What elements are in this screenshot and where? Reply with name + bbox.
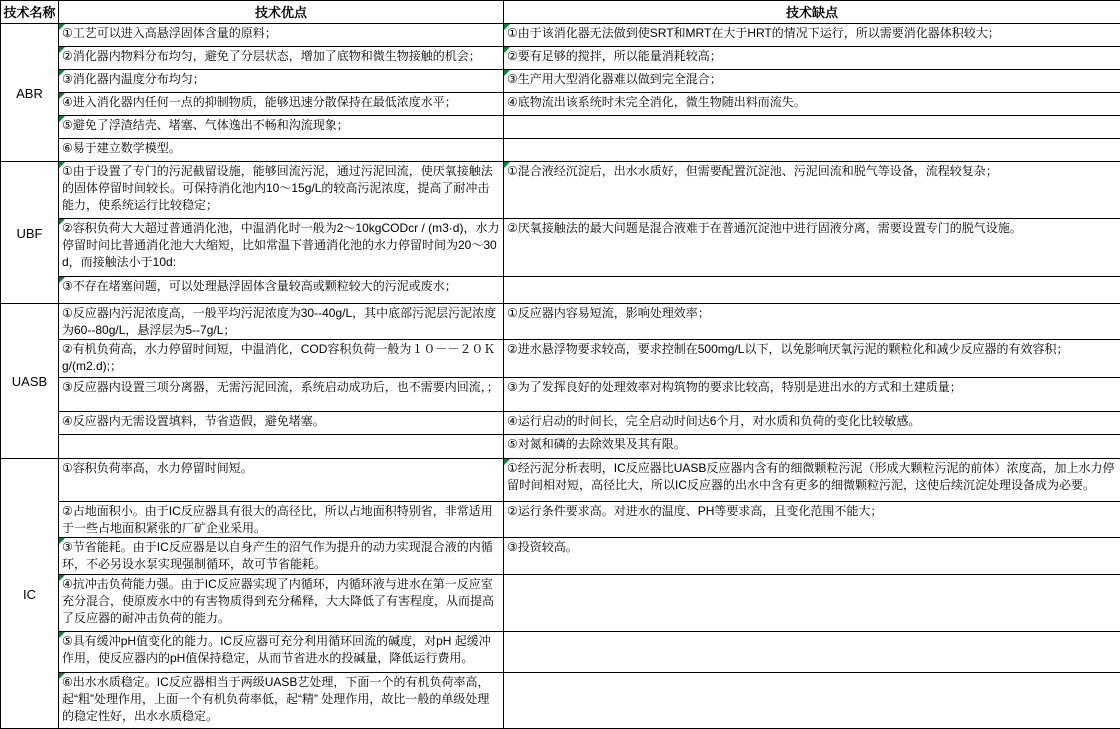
cell-text: ①混合液经沉淀后，出水水质好，但需要配置沉淀池、污泥回流和脱气等设备，流程较复杂； xyxy=(507,164,998,178)
table-row xyxy=(1,378,1120,412)
cell-text: ②运行条件要求高。对进水的温度、PH等要求高，且变化范围不能大； xyxy=(507,504,882,518)
comment-marker-icon xyxy=(504,459,510,465)
table-row xyxy=(1,139,1120,162)
table-row xyxy=(1,70,1120,93)
disadvantage-cell[interactable] xyxy=(504,47,1120,70)
disadvantage-cell[interactable] xyxy=(504,24,1120,47)
table-row xyxy=(1,435,1120,459)
advantage-cell[interactable] xyxy=(59,538,504,575)
advantage-cell[interactable] xyxy=(59,435,504,459)
table-row xyxy=(1,412,1120,435)
advantage-cell[interactable] xyxy=(59,219,504,277)
comment-marker-icon xyxy=(504,70,510,76)
cell-text: ④运行启动的时间长，完全启动时间达6个月，对水质和负荷的变化比较敏感。 xyxy=(507,414,920,428)
comment-marker-icon xyxy=(59,70,65,76)
cell-text: ①由于设置了专门的污泥截留设施，能够回流污泥，通过污泥回流，使厌氧接触法的固体停留时间较长。可保持消化池内10～15g/L的较高污泥浓度，提高了耐冲击能力，使系统运行比较稳定； xyxy=(62,164,493,212)
disadvantage-cell[interactable] xyxy=(504,277,1120,304)
disadvantage-cell[interactable] xyxy=(504,502,1120,538)
comment-marker-icon xyxy=(59,47,65,53)
cell-text: ②有机负荷高，水力停留时间短，中温消化，COD容积负荷一般为１０－－２０Ｋg/(m2.d);； xyxy=(62,342,495,373)
disadvantage-cell[interactable] xyxy=(504,219,1120,277)
advantage-cell[interactable] xyxy=(59,459,504,502)
header-advantages: 技术优点 xyxy=(59,1,504,24)
cell-text: ⑤具有缓冲pH值变化的能力。IC反应器可充分利用循环回流的碱度，对pH 起缓冲作用，使反应器内的pH值保持稳定，从而节省进水的投碱量，降低运行费用。 xyxy=(62,634,491,665)
cell-text: ②消化器内物料分布均匀，避免了分层状态，增加了底物和微生物接触的机会； xyxy=(62,49,481,63)
cell-text: ⑥出水水质稳定。IC反应器相当于两级UASB艺处理，下面一个的有机负荷率高，起“粗”处理作用，上面一个有机负荷率低，起“精” 处理作用，故比一般的单级处理的稳定性好，出水水质稳定。 xyxy=(62,675,489,723)
disadvantage-cell[interactable] xyxy=(504,304,1120,340)
cell-text: ①经污泥分析表明，IC反应器比UASB反应器内含有的细微颗粒污泥（形成大颗粒污泥的前体）浓度高，加上水力停留时间相对短，高径比大，所以IC反应器的出水中含有更多的细微颗粒污泥，这使后续沉淀处理设备成为必要。 xyxy=(507,461,1114,492)
table-row xyxy=(1,24,1120,47)
disadvantage-cell[interactable] xyxy=(504,435,1120,459)
cell-text: ③节省能耗。由于IC反应器是以自身产生的沼气作为提升的动力实现混合液的内循环，不必另设水泵实现强制循环，故可节省能耗。 xyxy=(62,540,493,571)
comment-marker-icon xyxy=(504,162,510,168)
disadvantage-cell[interactable] xyxy=(504,459,1120,502)
table-row xyxy=(1,673,1120,729)
cell-text: ①工艺可以进入高悬浮固体含量的原料； xyxy=(62,26,277,40)
advantage-cell[interactable] xyxy=(59,673,504,729)
advantage-cell[interactable] xyxy=(59,139,504,162)
tech-name-cell-abr[interactable]: ABR xyxy=(1,24,59,162)
advantage-cell[interactable] xyxy=(59,47,504,70)
comment-marker-icon xyxy=(59,632,65,638)
comment-marker-icon xyxy=(59,162,65,168)
advantage-cell[interactable] xyxy=(59,24,504,47)
cell-text: ③生产用大型消化器难以做到完全混合； xyxy=(507,72,722,86)
cell-text: ④抗冲击负荷能力强。由于IC反应器实现了内循环，内循环液与进水在第一反应室充分混合，使原废水中的有害物质得到充分稀释，大大降低了有害程度，从而提高了反应器的耐冲击负荷的能力。 xyxy=(62,577,494,625)
tech-name-cell-ubf[interactable]: UBF xyxy=(1,162,59,304)
cell-text: ①反应器内容易短流，影响处理效率； xyxy=(507,306,710,320)
table-row xyxy=(1,277,1120,304)
disadvantage-cell[interactable] xyxy=(504,575,1120,632)
table-row xyxy=(1,304,1120,340)
comment-marker-icon xyxy=(59,116,65,122)
advantage-cell[interactable] xyxy=(59,162,504,219)
disadvantage-cell[interactable] xyxy=(504,632,1120,673)
cell-text: ⑤对氮和磷的去除效果及其有限。 xyxy=(507,437,686,451)
cell-text: ③不存在堵塞问题，可以处理悬浮固体含量较高或颗粒较大的污泥或废水； xyxy=(62,279,457,293)
cell-text: ④反应器内无需设置填料，节省造假，避免堵塞。 xyxy=(62,414,325,428)
advantage-cell[interactable] xyxy=(59,70,504,93)
cell-text: ②容积负荷大大超过普通消化池，中温消化时一般为2～10kgCODcr / (m3·d)，水力停留时问比普通消化池大大缩短，比如常温下普通消化池的水力停留时间为20～30d，而接触法小于10d: xyxy=(62,221,499,269)
disadvantage-cell[interactable] xyxy=(504,70,1120,93)
table-row xyxy=(1,575,1120,632)
comment-marker-icon xyxy=(59,673,65,679)
cell-text: ①容积负荷率高，水力停留时间短。 xyxy=(62,461,253,475)
table-row xyxy=(1,162,1120,219)
cell-text: ④进入消化器内任何一点的抑制物质，能够迅速分散保持在最低浓度水平； xyxy=(62,95,457,109)
cell-text: ③反应器内设置三项分离器，无需污泥回流，系统启动成功后，也不需要内回流，； xyxy=(62,380,499,394)
table-row xyxy=(1,340,1120,378)
comment-marker-icon xyxy=(59,575,65,581)
disadvantage-cell[interactable] xyxy=(504,93,1120,116)
disadvantage-cell[interactable] xyxy=(504,340,1120,378)
disadvantage-cell[interactable] xyxy=(504,673,1120,729)
table-row xyxy=(1,219,1120,277)
advantage-cell[interactable] xyxy=(59,277,504,304)
cell-text: ②厌氧接触法的最大问题是混合液难于在普通沉淀池中进行固液分离，需要设置专门的脱气设施。 xyxy=(507,221,1022,235)
table-row xyxy=(1,632,1120,673)
disadvantage-cell[interactable] xyxy=(504,116,1120,139)
header-disadvantages: 技术缺点 xyxy=(504,1,1120,24)
cell-text: ③为了发挥良好的处理效率对构筑物的要求比较高，特别是进出水的方式和土建质量； xyxy=(507,380,962,394)
cell-text: ③消化器内温度分布均匀； xyxy=(62,72,205,86)
comment-marker-icon xyxy=(59,219,65,225)
cell-text: ⑥易于建立数学模型。 xyxy=(62,141,181,155)
comment-marker-icon xyxy=(504,24,510,30)
cell-text: ①由于该消化器无法做到使SRT和MRT在大于HRT的情况下运行，所以需要消化器体积较大； xyxy=(507,26,1000,40)
table-row xyxy=(1,502,1120,538)
comment-marker-icon xyxy=(504,47,510,53)
comment-marker-icon xyxy=(59,24,65,30)
advantage-cell[interactable] xyxy=(59,378,504,412)
cell-text: ③投资较高。 xyxy=(507,540,578,554)
cell-text: ②占地面积小。由于IC反应器具有很大的高径比，所以占地面积特别省，非常适用于一些占地面积紧张的厂矿企业采用。 xyxy=(62,504,493,535)
advantage-cell[interactable] xyxy=(59,93,504,116)
table-row xyxy=(1,459,1120,502)
cell-text: ②进水悬浮物要求较高，要求控制在500mg/L以下，以免影响厌氧污泥的颗粒化和减少反应器的有效容积； xyxy=(507,342,1068,356)
table-row xyxy=(1,116,1120,139)
advantage-cell[interactable] xyxy=(59,632,504,673)
cell-text: ④底物流出该系统时未完全消化，微生物随出料而流失。 xyxy=(507,95,806,109)
table-row xyxy=(1,47,1120,70)
advantage-cell[interactable] xyxy=(59,304,504,340)
advantage-cell[interactable] xyxy=(59,116,504,139)
header-tech-name: 技术名称 xyxy=(1,1,59,24)
cell-text: ②要有足够的搅拌，所以能量消耗较高； xyxy=(507,49,722,63)
table-row xyxy=(1,538,1120,575)
cell-text: ⑤避免了浮渣结壳、堵塞、气体逸出不畅和沟流现象； xyxy=(62,118,349,132)
comment-marker-icon xyxy=(59,93,65,99)
advantage-cell[interactable] xyxy=(59,575,504,632)
disadvantage-cell[interactable] xyxy=(504,538,1120,575)
disadvantage-cell[interactable] xyxy=(504,412,1120,435)
disadvantage-cell[interactable] xyxy=(504,378,1120,412)
comment-marker-icon xyxy=(59,277,65,283)
tech-name-cell-uasb[interactable]: UASB xyxy=(1,304,59,459)
tech-name-cell-ic[interactable]: IC xyxy=(1,459,59,729)
disadvantage-cell[interactable] xyxy=(504,139,1120,162)
advantage-cell[interactable] xyxy=(59,412,504,435)
cell-text: ①反应器内污泥浓度高，一般平均污泥浓度为30--40g/L，其中底部污泥层污泥浓度为60--80g/L，悬浮层为5--7g/L； xyxy=(62,306,496,337)
advantage-cell[interactable] xyxy=(59,502,504,538)
header-row xyxy=(1,1,1120,24)
advantage-cell[interactable] xyxy=(59,340,504,378)
disadvantage-cell[interactable] xyxy=(504,162,1120,219)
table-row xyxy=(1,93,1120,116)
comment-marker-icon xyxy=(59,538,65,544)
